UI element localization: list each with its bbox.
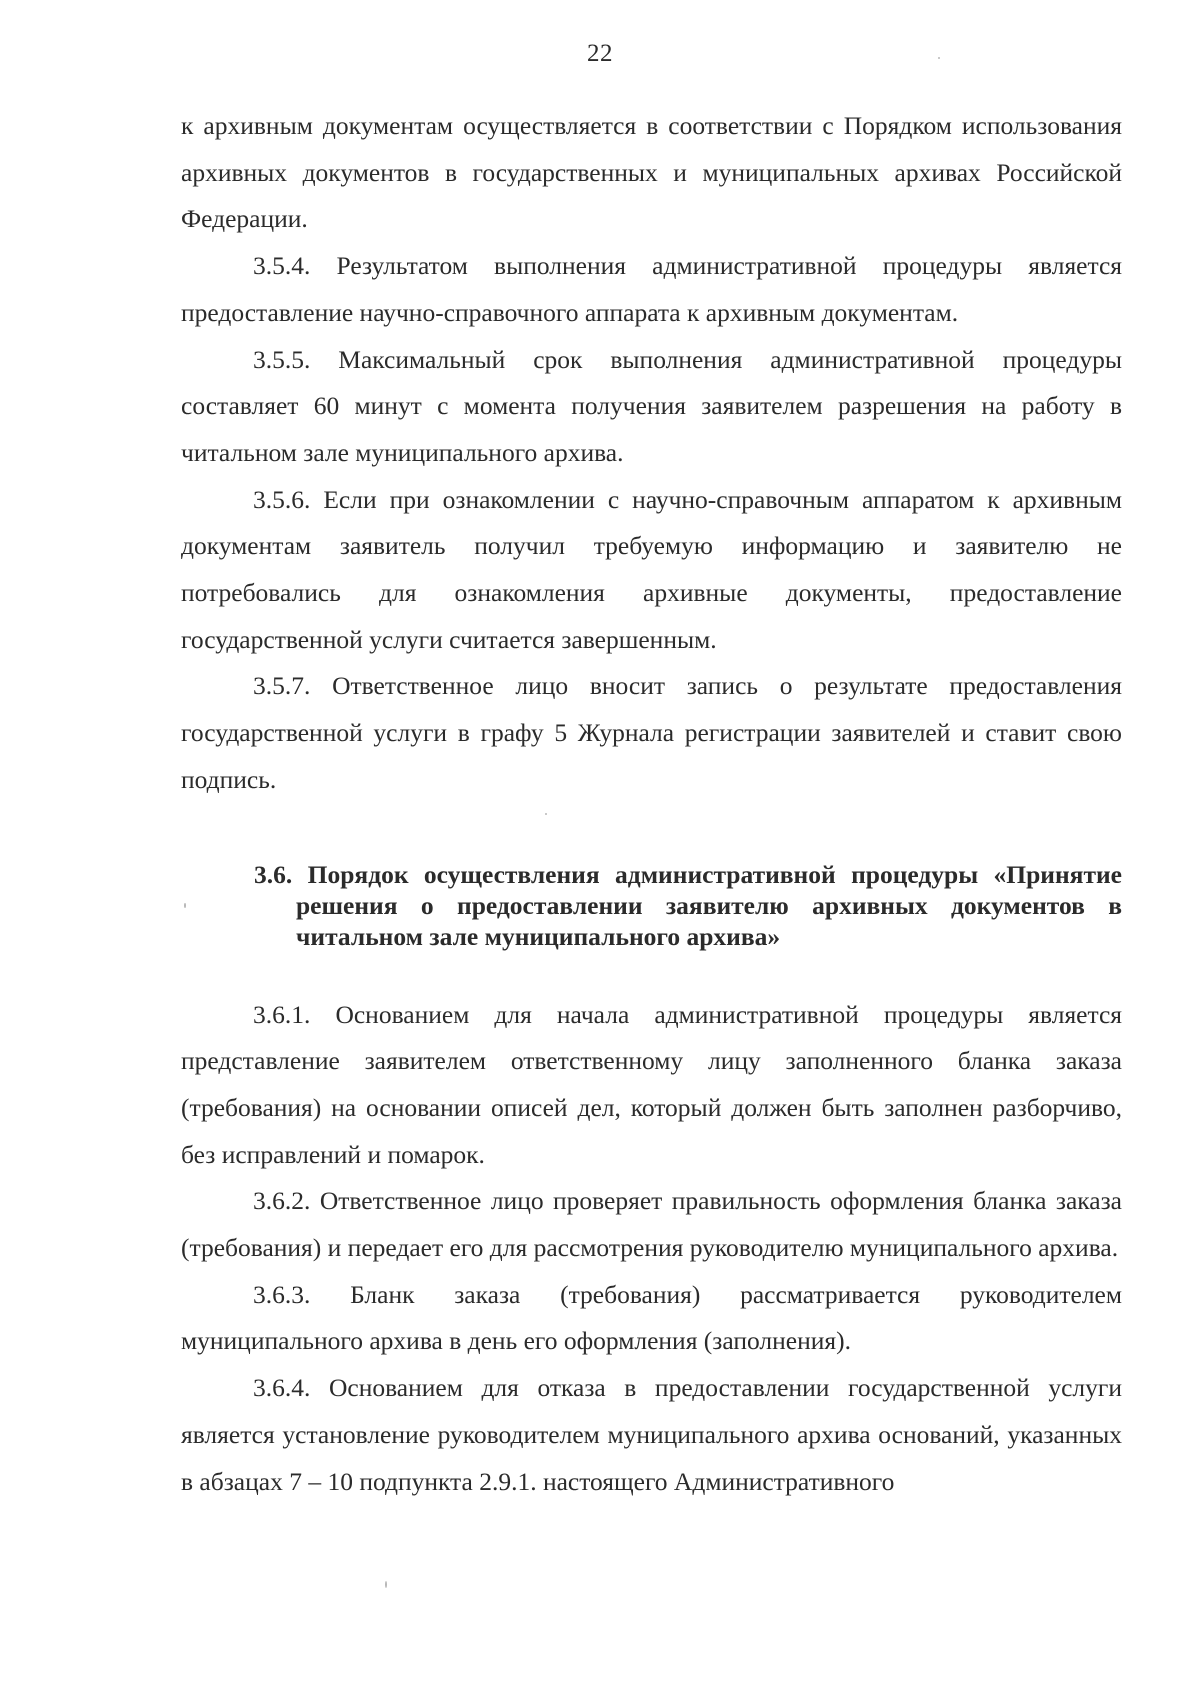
paragraph-3-5-5: 3.5.5. Максимальный срок выполнения административной процедуры составляет 60 минут с момента получения заявителем разрешения на работу в читальном зале муниципального архива. — [181, 344, 1122, 467]
paragraph-3-5-6: 3.5.6. Если при ознакомлении с научно-справочным аппаратом к архивным документам заявитель получил требуемую информацию и заявителю не потребовались для ознакомления архивные документы, предоставление государственной услуги считается завершенным. — [181, 484, 1122, 654]
paragraph-continuation: к архивным документам осуществляется в соответствии с Порядком использования архивных документов в государственных и муниципальных архивах Российской Федерации. — [181, 111, 1122, 234]
scan-artifact — [938, 57, 940, 59]
section-heading-3-6: 3.6. Порядок осуществления административной процедуры «Принятие решения о предоставлении заявителю архивных документов в читальном зале муниципального архива» — [254, 859, 1122, 951]
scan-artifact — [545, 813, 547, 815]
paragraph-3-6-1: 3.6.1. Основанием для начала административной процедуры является представление заявителем ответственному лицу заполненного бланка заказа (требования) на основании описей дел, который должен быть заполнен разборчиво, без исправлений и помарок. — [181, 999, 1122, 1169]
page-number: 22 — [587, 40, 613, 67]
paragraph-3-6-4: 3.6.4. Основанием для отказа в предоставлении государственной услуги является установление руководителем муниципального архива оснований, указанных в абзацах 7 – 10 подпункта 2.9.1. настоящего Административного — [181, 1373, 1122, 1496]
page-body — [181, 103, 1122, 1505]
paragraph-3-5-7: 3.5.7. Ответственное лицо вносит запись о результате предоставления государственной услуги в графу 5 Журнала регистрации заявителей и ставит свою подпись. — [181, 671, 1122, 794]
scan-artifact — [385, 1581, 387, 1588]
paragraph-3-6-2: 3.6.2. Ответственное лицо проверяет правильность оформления бланка заказа (требования) и передает его для рассмотрения руководителю муниципального архива. — [181, 1186, 1122, 1263]
scan-artifact — [184, 903, 186, 908]
paragraph-3-6-3: 3.6.3. Бланк заказа (требования) рассматривается руководителем муниципального архива в день его оформления (заполнения). — [181, 1279, 1122, 1356]
paragraph-3-5-4: 3.5.4. Результатом выполнения административной процедуры является предоставление научно-справочного аппарата к архивным документам. — [181, 251, 1122, 327]
